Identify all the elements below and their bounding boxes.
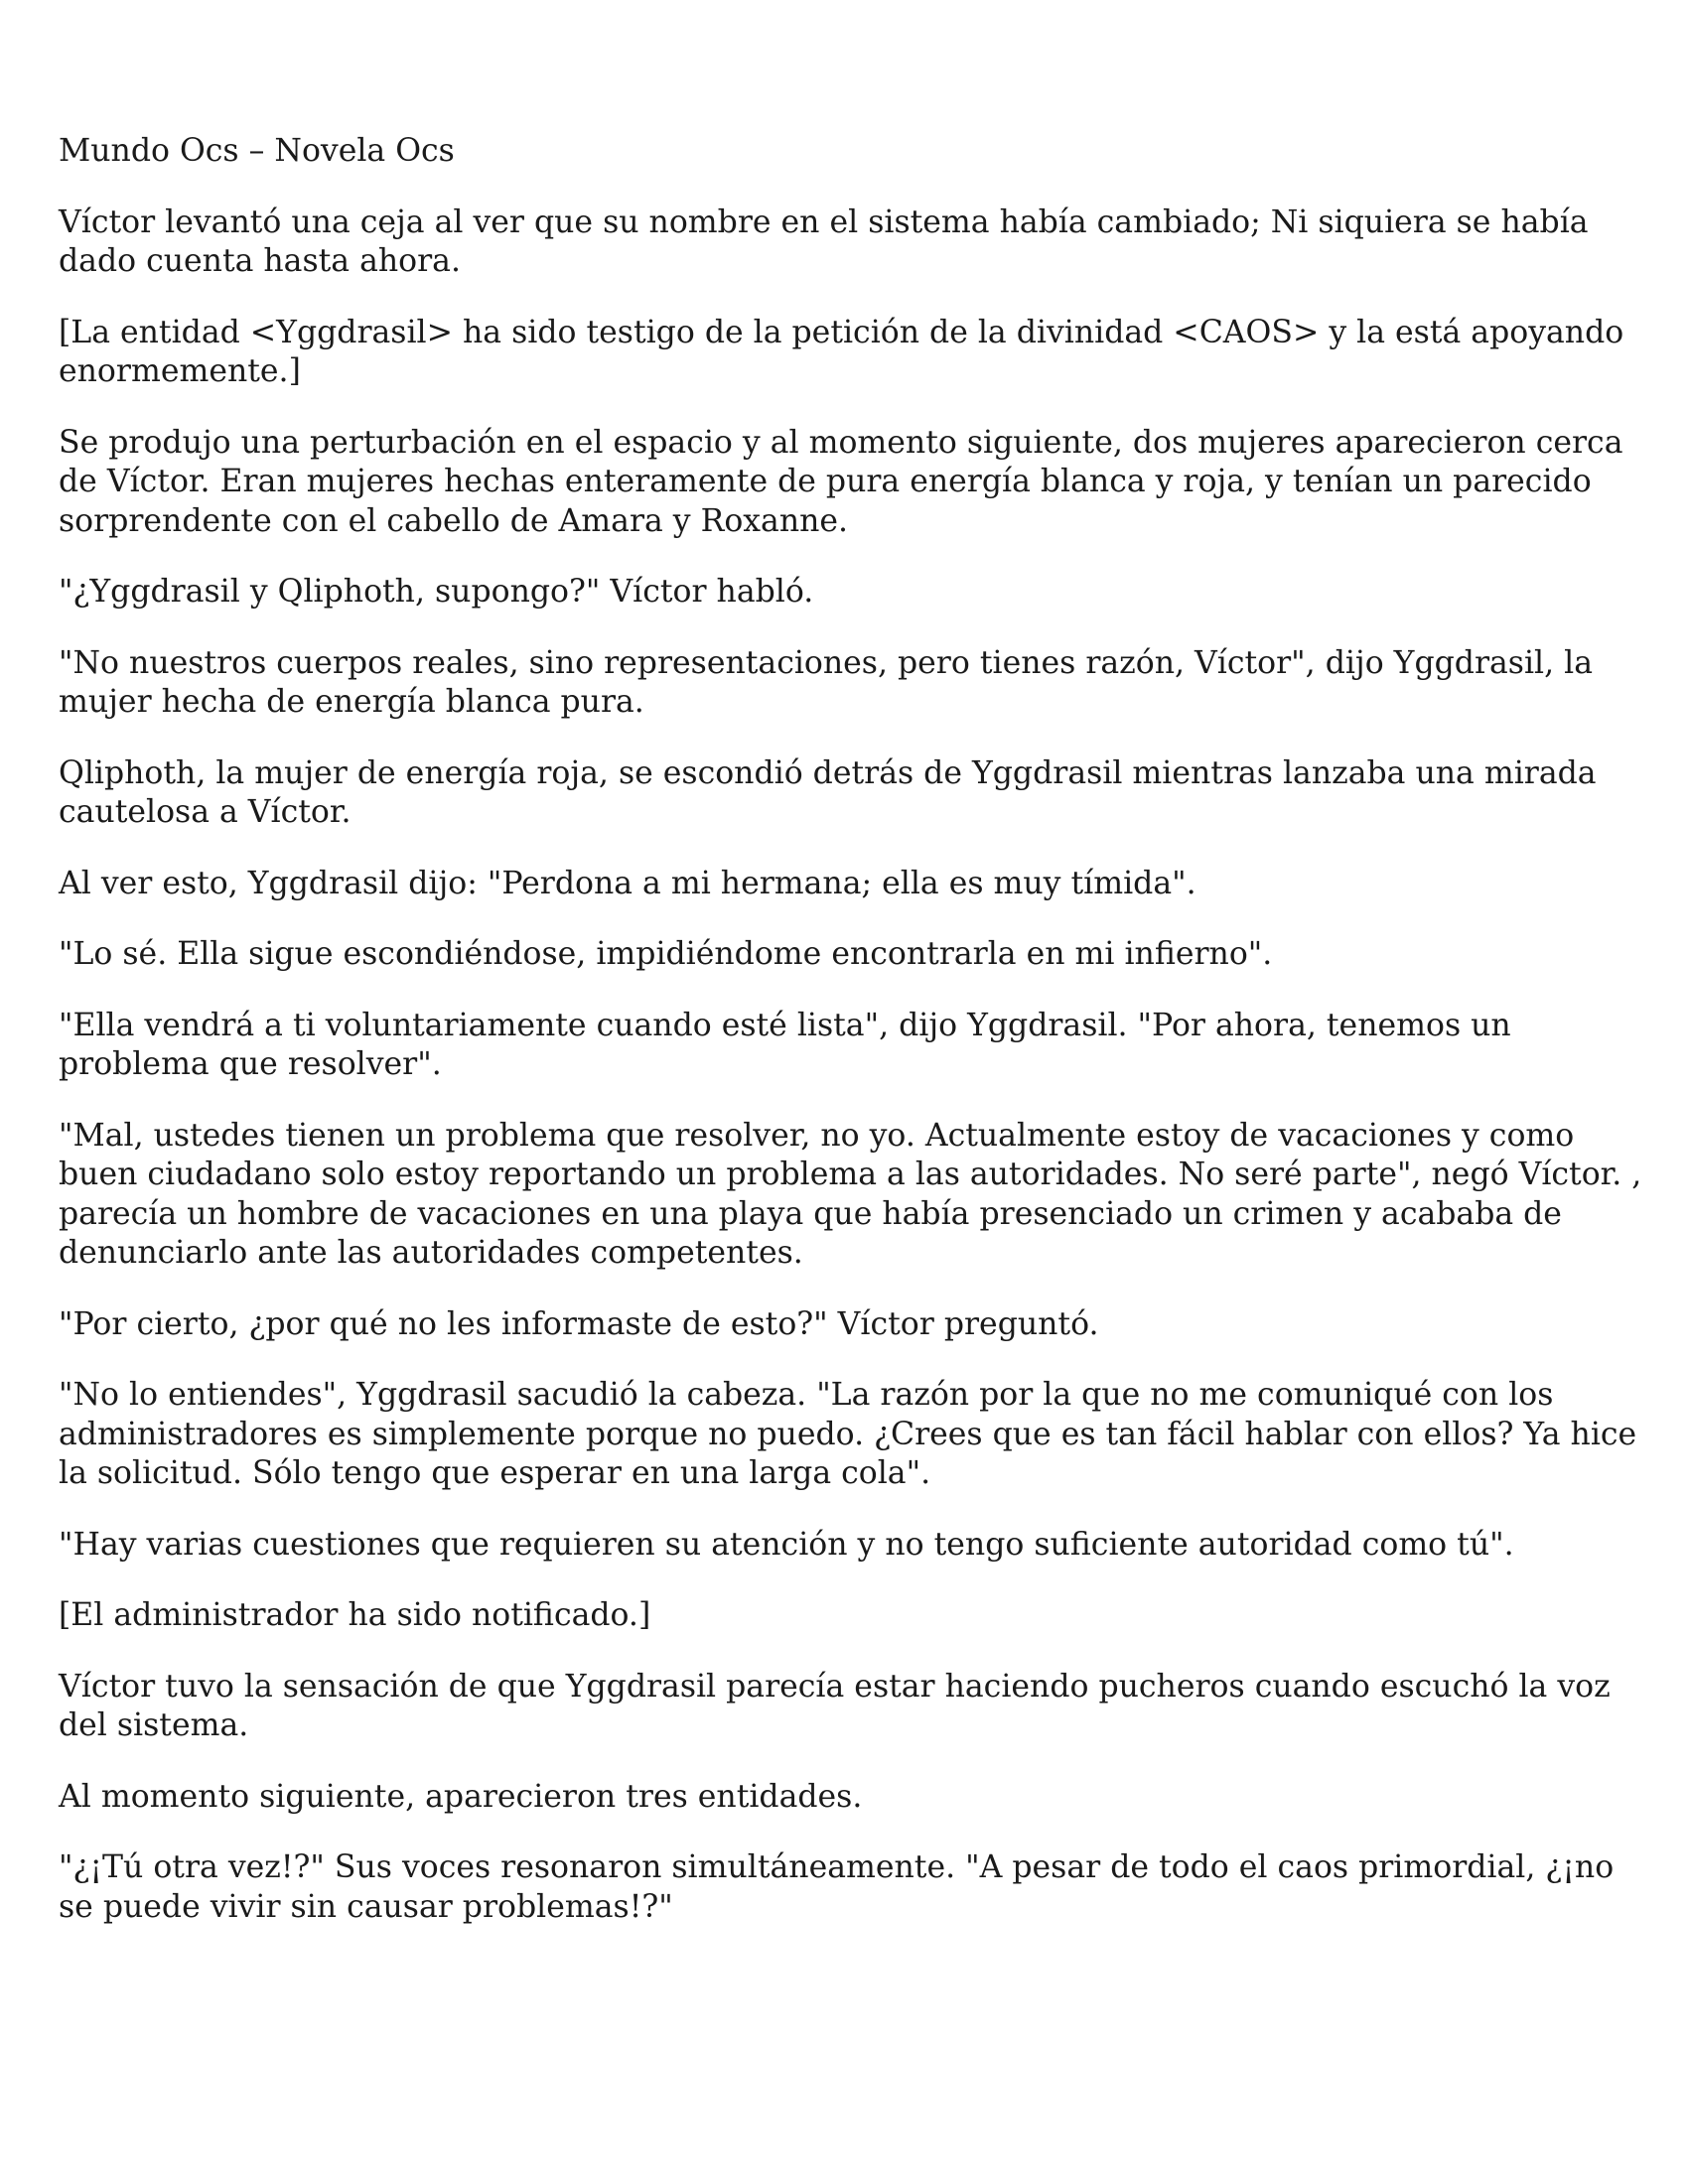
paragraph: Qliphoth, la mujer de energía roja, se escondió detrás de Yggdrasil mientras lanzaba una mirada cautelosa a Víctor. <box>59 754 1597 830</box>
paragraph: "No lo entiendes", Yggdrasil sacudió la cabeza. "La razón por la que no me comuniqué con los administradores es simplemente porque no puedo. ¿Crees que es tan fácil hablar con ellos? Ya hice la solicitud. Sólo tengo que esperar en una larga cola". <box>59 1377 1637 1491</box>
paragraph: "¿Yggdrasil y Qliphoth, supongo?" Víctor habló. <box>59 574 814 610</box>
paragraph: "No nuestros cuerpos reales, sino representaciones, pero tienes razón, Víctor", dijo Yggdrasil, la mujer hecha de energía blanca pura. <box>59 644 1593 720</box>
paragraph: "Lo sé. Ella sigue escondiéndose, impidiéndome encontrarla en mi infierno". <box>59 936 1273 972</box>
paragraph: "Ella vendrá a ti voluntariamente cuando esté lista", dijo Yggdrasil. "Por ahora, tenemos un problema que resolver". <box>59 1007 1511 1082</box>
paragraph: Al momento siguiente, aparecieron tres entidades. <box>59 1778 863 1815</box>
paragraph: "Hay varias cuestiones que requieren su atención y no tengo suficiente autoridad como tú". <box>59 1526 1514 1563</box>
paragraph: [El administrador ha sido notificado.] <box>59 1597 651 1633</box>
paragraph: Víctor levantó una ceja al ver que su nombre en el sistema había cambiado; Ni siquiera se había dado cuenta hasta ahora. <box>59 204 1589 279</box>
paragraph: "Por cierto, ¿por qué no les informaste de esto?" Víctor preguntó. <box>59 1305 1099 1342</box>
document-body <box>59 132 1642 1959</box>
paragraph: "¿¡Tú otra vez!?" Sus voces resonaron simultáneamente. "A pesar de todo el caos primordial, ¿¡no se puede vivir sin causar problemas!?" <box>59 1849 1615 1925</box>
page-header: Mundo Ocs – Novela Ocs <box>59 133 455 169</box>
paragraph: [La entidad <Yggdrasil> ha sido testigo de la petición de la divinidad <CAOS> y la está apoyando enormemente.] <box>59 314 1624 389</box>
paragraph: "Mal, ustedes tienen un problema que resolver, no yo. Actualmente estoy de vacaciones y como buen ciudadano solo estoy reportando un problema a las autoridades. No seré parte", negó Víctor. , parecía un hombre de vacaciones en una playa que había presenciado un crimen y acababa de denunciarlo ante las autoridades competentes. <box>59 1117 1642 1271</box>
paragraph: Al ver esto, Yggdrasil dijo: "Perdona a mi hermana; ella es muy tímida". <box>59 865 1196 901</box>
paragraph: Víctor tuvo la sensación de que Yggdrasil parecía estar haciendo pucheros cuando escuchó la voz del sistema. <box>59 1668 1611 1743</box>
paragraph: Se produjo una perturbación en el espacio y al momento siguiente, dos mujeres aparecieron cerca de Víctor. Eran mujeres hechas enteramente de pura energía blanca y roja, y tenían un parecido sorprendente con el cabello de Amara y Roxanne. <box>59 424 1623 539</box>
